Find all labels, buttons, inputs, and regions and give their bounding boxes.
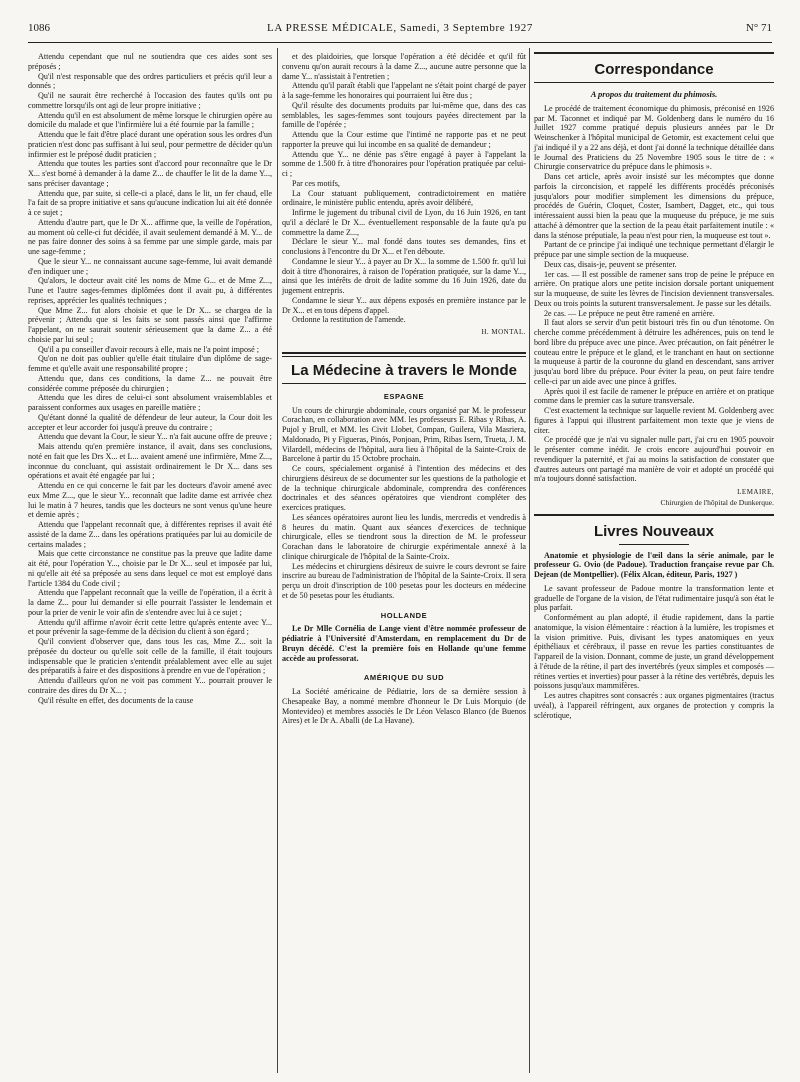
- paragraph: Qu'il n'est responsable que des ordres particuliers et précis qu'il leur a donnés ;: [28, 71, 272, 91]
- paragraph: Attendu cependant que nul ne soutiendra que ces aides sont ses préposés ;: [28, 52, 272, 71]
- paragraph: et des plaidoiries, que lorsque l'opération a été décidée et qu'il fût convenu qu'on aurait recours à la dame Z..., aucune autre personne que la dame Y... n'assistait à l'entretien ;: [282, 52, 526, 81]
- paragraph: Qu'il a pu conseiller d'avoir recours à elle, mais ne l'a point imposé ;: [38, 344, 260, 354]
- paragraph: Attendu que, par suite, si celle-ci a placé, dans le lit, un fer chaud, elle l'a fait de sa propre initiative et sans qu'aucune indication lui ait été donnée à ce sujet ;: [28, 188, 272, 217]
- heading-hollande: HOLLANDE: [380, 610, 428, 620]
- paragraph: Mais que cette circonstance ne constitue pas la preuve que ladite dame ait été, pour l'opération Y..., choisie par le Dr X... seul et imposée par lui, ni qu'elle ait été sa préposée au sens dans lequel ce mot est employé dans l'article 1384 du Code civil ;: [28, 549, 272, 588]
- paragraph: Attendu que toutes les parties sont d'accord pour reconnaître que le Dr X... s'est borné à demander à la dame Z... de chauffer le lit de la dame Y..., sans préciser davantage ;: [28, 159, 272, 188]
- paragraph: Ordonne la restitution de l'amende.: [292, 315, 406, 325]
- paragraph: Qu'il résulte en effet, des documents de la cause: [38, 695, 194, 705]
- paragraph-correspondance: 2e cas. — Le prépuce ne peut être ramené en arrière.: [544, 308, 715, 318]
- signature-name: LEMAIRE,: [737, 488, 774, 496]
- paragraph: Qu'on ne doit pas oublier qu'elle était titulaire d'un diplôme de sage-femme et qu'elle avait une responsabilité propre ;: [28, 354, 272, 373]
- paragraph-correspondance: 1er cas. — Il est possible de ramener sans trop de peine le prépuce en arrière. On pratique alors une petite incision dorsale portant uniquement sur la muqueuse, de suite les lèvres de l'incision deviennent transversales. Deux ou trois points la suturent transversalement. Je passe sur les détails.: [534, 269, 774, 308]
- paragraph: Attendu que la Cour estime que l'intimé ne rapporte pas et ne peut rapporter la preuve qui lui incombe en sa qualité de demandeur ;: [282, 130, 526, 149]
- paragraph-livres: Les autres chapitres sont consacrés : aux organes pigmentaires (tractus uvéal), à l'appareil réfringent, aux organes de protection y compris la sclérotique,: [534, 691, 774, 720]
- paragraph: Déclare le sieur Y... mal fondé dans toutes ses demandes, fins et conclusions à l'encontre du Dr X... et l'en déboute.: [282, 237, 526, 256]
- section-title-livres: Livres Nouveaux: [593, 522, 715, 540]
- paragraph-correspondance: Ce procédé que je n'ai vu signaler nulle part, j'ai cru en 1905 pouvoir le présenter comme inédit. Je crois encore aujourd'hui pouvoir en revendiquer la paternité, et j'ai au moins la satisfaction de constater que d'autres auteurs ont partagé ma manière de voir et adopté un procédé qui m'a toujours donné satisfaction.: [534, 435, 774, 484]
- page-number: 1086: [28, 22, 50, 34]
- paragraph-livres: Conformément au plan adopté, il étudie rapidement, dans la partie anatomique, la vision élémentaire : réaction à la lumière, les tropismes et la vision primitive. Puis, divisant les types anatomiques en yeux épithéliaux et cérébraux, il passe en revue les parties constituantes de l'appareil de la vision. Donnant, comme de juste, un grand développement à l'étude de la rétine, il part des invertébrés (yeux simples et composés — rétines verties et inverties) pour passer à la rétine des vertébrés, depuis les poissons jusqu'aux mammifères.: [534, 613, 774, 691]
- signature-role: Chirurgien de l'hôpital de Dunkerque.: [660, 497, 774, 507]
- paragraph-hollande: Le Dr Mlle Cornélia de Lange vient d'être nommée professeur de pédiatrie à l'Université d'Amsterdam, en remplacement du Dr de Bruyn décédé. C'est la première fois en Hollande qu'une femme accède au professorat.: [282, 624, 526, 663]
- heading-amerique: AMÉRIQUE DU SUD: [363, 673, 445, 683]
- section-title-correspondance: Correspondance: [594, 61, 714, 78]
- signature: H. MONTAL.: [481, 328, 526, 336]
- paragraph-correspondance: Après quoi il est facile de ramener le prépuce en arrière et on pratique comme dans le premier cas la suture transversale.: [534, 386, 774, 406]
- column-right: [534, 52, 774, 720]
- heading-espagne: ESPAGNE: [383, 391, 425, 401]
- paragraph: Qu'alors, le docteur avait cité les noms de Mme G... et de Mme Z..., l'une et l'autre sages-femmes diplômées dont il avait pu, à différentes reprises, apprécier les qualités techniques ;: [28, 276, 272, 305]
- paragraph: Attendu qu'il paraît établi que l'appelant ne s'était point chargé de payer à la sage-femme les honoraires qui pourraient lui être dus ;: [282, 81, 526, 100]
- paragraph-correspondance: Le procédé de traitement économique du phimosis, préconisé en 1926 par M. Taconnet et indiqué par M. Goldenberg dans le numéro du 16 Juillet 1927 comme pratiqué depuis plusieurs années par le Dr Weinschenker à l'hôpital municipal de Getomir, est exactement celui que j'ai indiqué il y a 22 ans déjà, et dont j'ai donné la technique détaillée dans le Journal des Praticiens du 25 Novembre 1905 sous le titre de : « Chirurgie conservatrice du prépuce dans le phimosis ».: [534, 103, 774, 172]
- issue-number: N° 71: [745, 22, 772, 34]
- journal-title: LA PRESSE MÉDICALE, Samedi, 3 Septembre 1927: [267, 22, 533, 34]
- paragraph-espagne: Un cours de chirurgie abdominale, cours organisé par M. le professeur Corachan, en collaboration avec MM. les professeurs E. Ribas y Ribas, A. Pujol y Brull, et MM. les Civit Llobet, Compan, Guilera, Vila Masriera, Maldonado, Pi y Figueras, Pinós, Ponjoan, Prim, Ribas Isern, Trueta, J. M. Vilardell, médecins de l'hôpital, aura lieu à l'hôpital de la Sainte-Croix de Barcelone à partir du 15 Octobre prochain.: [282, 405, 526, 464]
- paragraph-correspondance: C'est exactement la technique sur laquelle revient M. Goldenberg avec figures à l'appui qui illustrent parfaitement mon texte que je viens de citer.: [534, 406, 774, 435]
- paragraph-livres: Le savant professeur de Padoue montre la transformation lente et graduelle de l'organe de la vision, de l'état rudimentaire jusqu'à son état le plus parfait.: [534, 583, 774, 613]
- paragraph: Qu'il ne saurait être recherché à l'occasion des fautes qu'ils ont pu commettre lorsqu'ils ont agi de leur propre initiative ;: [28, 91, 272, 110]
- paragraph: Attendu que Y... ne dénie pas s'être engagé à payer à l'appelant la somme de 1.500 fr. à titre d'honoraires pour l'opération pratiquée par celui-ci ;: [282, 149, 526, 178]
- paragraph: Attendu que le fait d'être placé durant une opération sous les ordres d'un praticien n'est donc pas suffisant à lui seul, pour permettre de décider qu'un infirmier est le préposé dudit praticien ;: [28, 130, 272, 159]
- paragraph: Que Mme Z... fut alors choisie et que le Dr X... se chargea de la prévenir ; Attendu que si les faits se sont passés ainsi que l'affirme l'appelant, on ne saurait soutenir sérieusement que la dame Z... a été choisie par lui seul ;: [28, 305, 272, 344]
- paragraph: Attendu en ce qui concerne le fait par les docteurs d'avoir amené avec eux Mme Z..., que le sieur Y... reconnaît que ladite dame est arrivée chez lui le matin à 7 heures, tandis que les docteurs ne sont venus qu'une heure et demie après ;: [28, 481, 272, 520]
- paragraph: Attendu qu'il affirme n'avoir écrit cette lettre qu'après entente avec Y... et pour prévenir la sage-femme de la décision du client à son égard ;: [28, 617, 272, 637]
- column-middle: [282, 52, 526, 726]
- title-underline: [619, 544, 689, 545]
- paragraph-correspondance: Deux cas, disais-je, peuvent se présenter.: [544, 259, 677, 269]
- paragraph: Attendu qu'il en est absolument de même lorsque le chirurgien opère au domicile du malade et que l'infirmière lui a été fournie par la famille ;: [28, 110, 272, 130]
- paragraph: Condamne le sieur Y... aux dépens exposés en première instance par le Dr X... et en tous dépens d'appel.: [282, 295, 526, 315]
- paragraph: La Cour statuant publiquement, contradictoirement en matière ordinaire, le ministère public entendu, après avoir délibéré,: [282, 188, 526, 208]
- header-rule: [28, 42, 772, 43]
- paragraph: Condamne le sieur Y... à payer au Dr X... la somme de 1.500 fr. qu'il lui doit à titre d'honoraires, à raison de l'opération pratiquée, sur la dame Y..., ainsi que les intérêts de droit de ladite somme du 16 Juin 1926, date du jugement entrepris.: [282, 256, 526, 295]
- column-divider: [277, 48, 278, 1073]
- correspondance-subtitle: A propos du traitement du phimosis.: [590, 89, 718, 99]
- paragraph: Attendu d'ailleurs qu'on ne voit pas comment Y... pourrait prouver le contraire des dires du Dr X... ;: [28, 676, 272, 695]
- paragraph-espagne: Les médecins et chirurgiens désireux de suivre le cours devront se faire inscrire au bureau de l'administration de l'hôpital de la Sainte-Croix. Il sera perçu un droit d'inscription de 100 pesetas pour les docteurs en médecine et de 50 pesetas pour les étudiants.: [282, 561, 526, 600]
- paragraph: Qu'il convient d'observer que, dans tous les cas, Mme Z... soit la préposée du docteur ou qu'elle soit celle de la famille, il était toujours indispensable que le praticien s'entendit préalablement avec elle au sujet des préparatifs à faire et des dispositions à prendre en vue de l'opération ;: [28, 637, 272, 676]
- paragraph: Que le sieur Y... ne connaissant aucune sage-femme, lui avait demandé d'en indiquer une ;: [28, 256, 272, 276]
- book-heading: Anatomie et physiologie de l'œil dans la série animale, par le professeur G. Ovio (de Padoue). Traduction française revue par Ch. Dejean (de Montpellier). (Félix Alcan, éditeur, Paris, 1927 ): [534, 550, 774, 579]
- paragraph-espagne: Les séances opératoires auront lieu les lundis, mercredis et vendredis à 8 heures du matin. Quant aux séances d'exercices de technique chirurgicale, elles se tiendront sous la direction de M. le professeur Corachan dans le laboratoire de chirurgie expérimentale annexé à la clinique chirurgicale de l'hôpital de la Sainte-Croix.: [282, 512, 526, 561]
- paragraph: Par ces motifs,: [292, 178, 340, 188]
- column-left: [28, 52, 272, 705]
- paragraph: Attendu que les dires de celui-ci sont absolument vraisemblables et paraissent conformes aux usages en pareille matière ;: [28, 393, 272, 412]
- paragraph-espagne: Ce cours, spécialement organisé à l'intention des médecins et des chirurgiens désireux de se documenter sur les questions de la pathologie et de la technique chirurgicale abdominale, comprendra des conférences doctrinales et des séances opératoires que viendront compléter des exercices pratiques.: [282, 464, 526, 512]
- paragraph-correspondance: Dans cet article, après avoir insisté sur les mécomptes que donne parfois la circoncision, et rappelé les différents procédés préconisés jusqu'alors pour modifier simplement les dimensions du prépuce, procédés de Guérin, Cloquet, Coster, Isambert, Dagget, etc., qui tous intéressaient aussi bien la peau que la muqueuse du prépuce, je me suis attaché à démontrer que la section de la peau était parfaitement inutile : « dans la sténose préputiale, la peau n'est pour rien, la muqueuse est tout ».: [534, 172, 774, 240]
- paragraph: Attendu d'autre part, que le Dr X... affirme que, la veille de l'opération, au moment où celle-ci fut décidée, il avait seulement demandé à M. Y... de ne pas faire donner des soins à sa femme par une simple garde, mais par une sage-femme ;: [28, 217, 272, 256]
- paragraph: Attendu que l'appelant reconnaît que, à différentes reprises il avait été assisté de la dame Z... dans les opérations pratiquées par lui au domicile de certains malades ;: [28, 520, 272, 549]
- page-header: [28, 22, 772, 38]
- paragraph-correspondance: Il faut alors se servir d'un petit bistouri très fin ou d'un ténotome. On cherche comme précédemment à détruire les adhérences, puis on tend le bord libre du prépuce avec une pince. Avec précaution, on fait pénétrer le couteau entre le prépuce et le gland, et le tranchant en haut on sectionne la muqueuse à partir de la couronne du gland en descendant, sans arriver jusqu'au bord libre du prépuce. Pour éviter la peau, on peut faire tendre celle-ci par un aide avec une pince à griffes.: [534, 318, 774, 386]
- paragraph-amerique: La Société américaine de Pédiatrie, lors de sa dernière session à Chesapeake Bay, a nommé membre d'honneur le Dr Luis Morquio (de Montevideo) et membres associés le Dr Léon Velasco Blanco (de Buenos Aires) et le Dr A. Aballi (de La Havane).: [282, 687, 526, 726]
- paragraph: Attendu que l'appelant reconnaît que la veille de l'opération, il a écrit à la dame Z... pour lui demander si elle pourrait l'assister le lendemain et pour la prier de venir le voir afin de s'entendre avec lui à ce sujet ;: [28, 588, 272, 617]
- paragraph: Attendu que devant la Cour, le sieur Y... n'a fait aucune offre de preuve ;: [38, 432, 272, 442]
- paragraph: Mais attendu qu'en première instance, il avait, dans ses conclusions, noté en fait que les Drs X... et L... avaient amené une infirmière, Mme Z..., inconnue du concluant, qui assistait ordinairement le Dr X... dans ses opérations et avait été engagée par lui ;: [28, 442, 272, 481]
- paragraph-correspondance: Partant de ce principe j'ai indiqué une technique permettant d'élargir le prépuce par une simple section de la muqueuse.: [534, 240, 774, 259]
- paragraph: Qu'étant donné la qualité de défendeur de leur auteur, la Cour doit les accepter et leur accorder foi jusqu'à preuve du contraire ;: [28, 412, 272, 432]
- paragraph: Attendu que, dans ces conditions, la dame Z... ne pouvait être considérée comme préposée du chirurgien ;: [28, 373, 272, 393]
- paragraph: Qu'il résulte des documents produits par lui-même que, dans des cas semblables, les sages-femmes sont toujours payées directement par la famille de l'opérée ;: [282, 100, 526, 130]
- section-title-medecine: La Médecine à travers le Monde: [291, 361, 517, 379]
- paragraph: Infirme le jugement du tribunal civil de Lyon, du 16 Juin 1926, en tant qu'il a déclaré le Dr X... éventuellement responsable de la faute qu'a pu commettre la dame Z...,: [282, 208, 526, 237]
- column-divider: [529, 48, 530, 1073]
